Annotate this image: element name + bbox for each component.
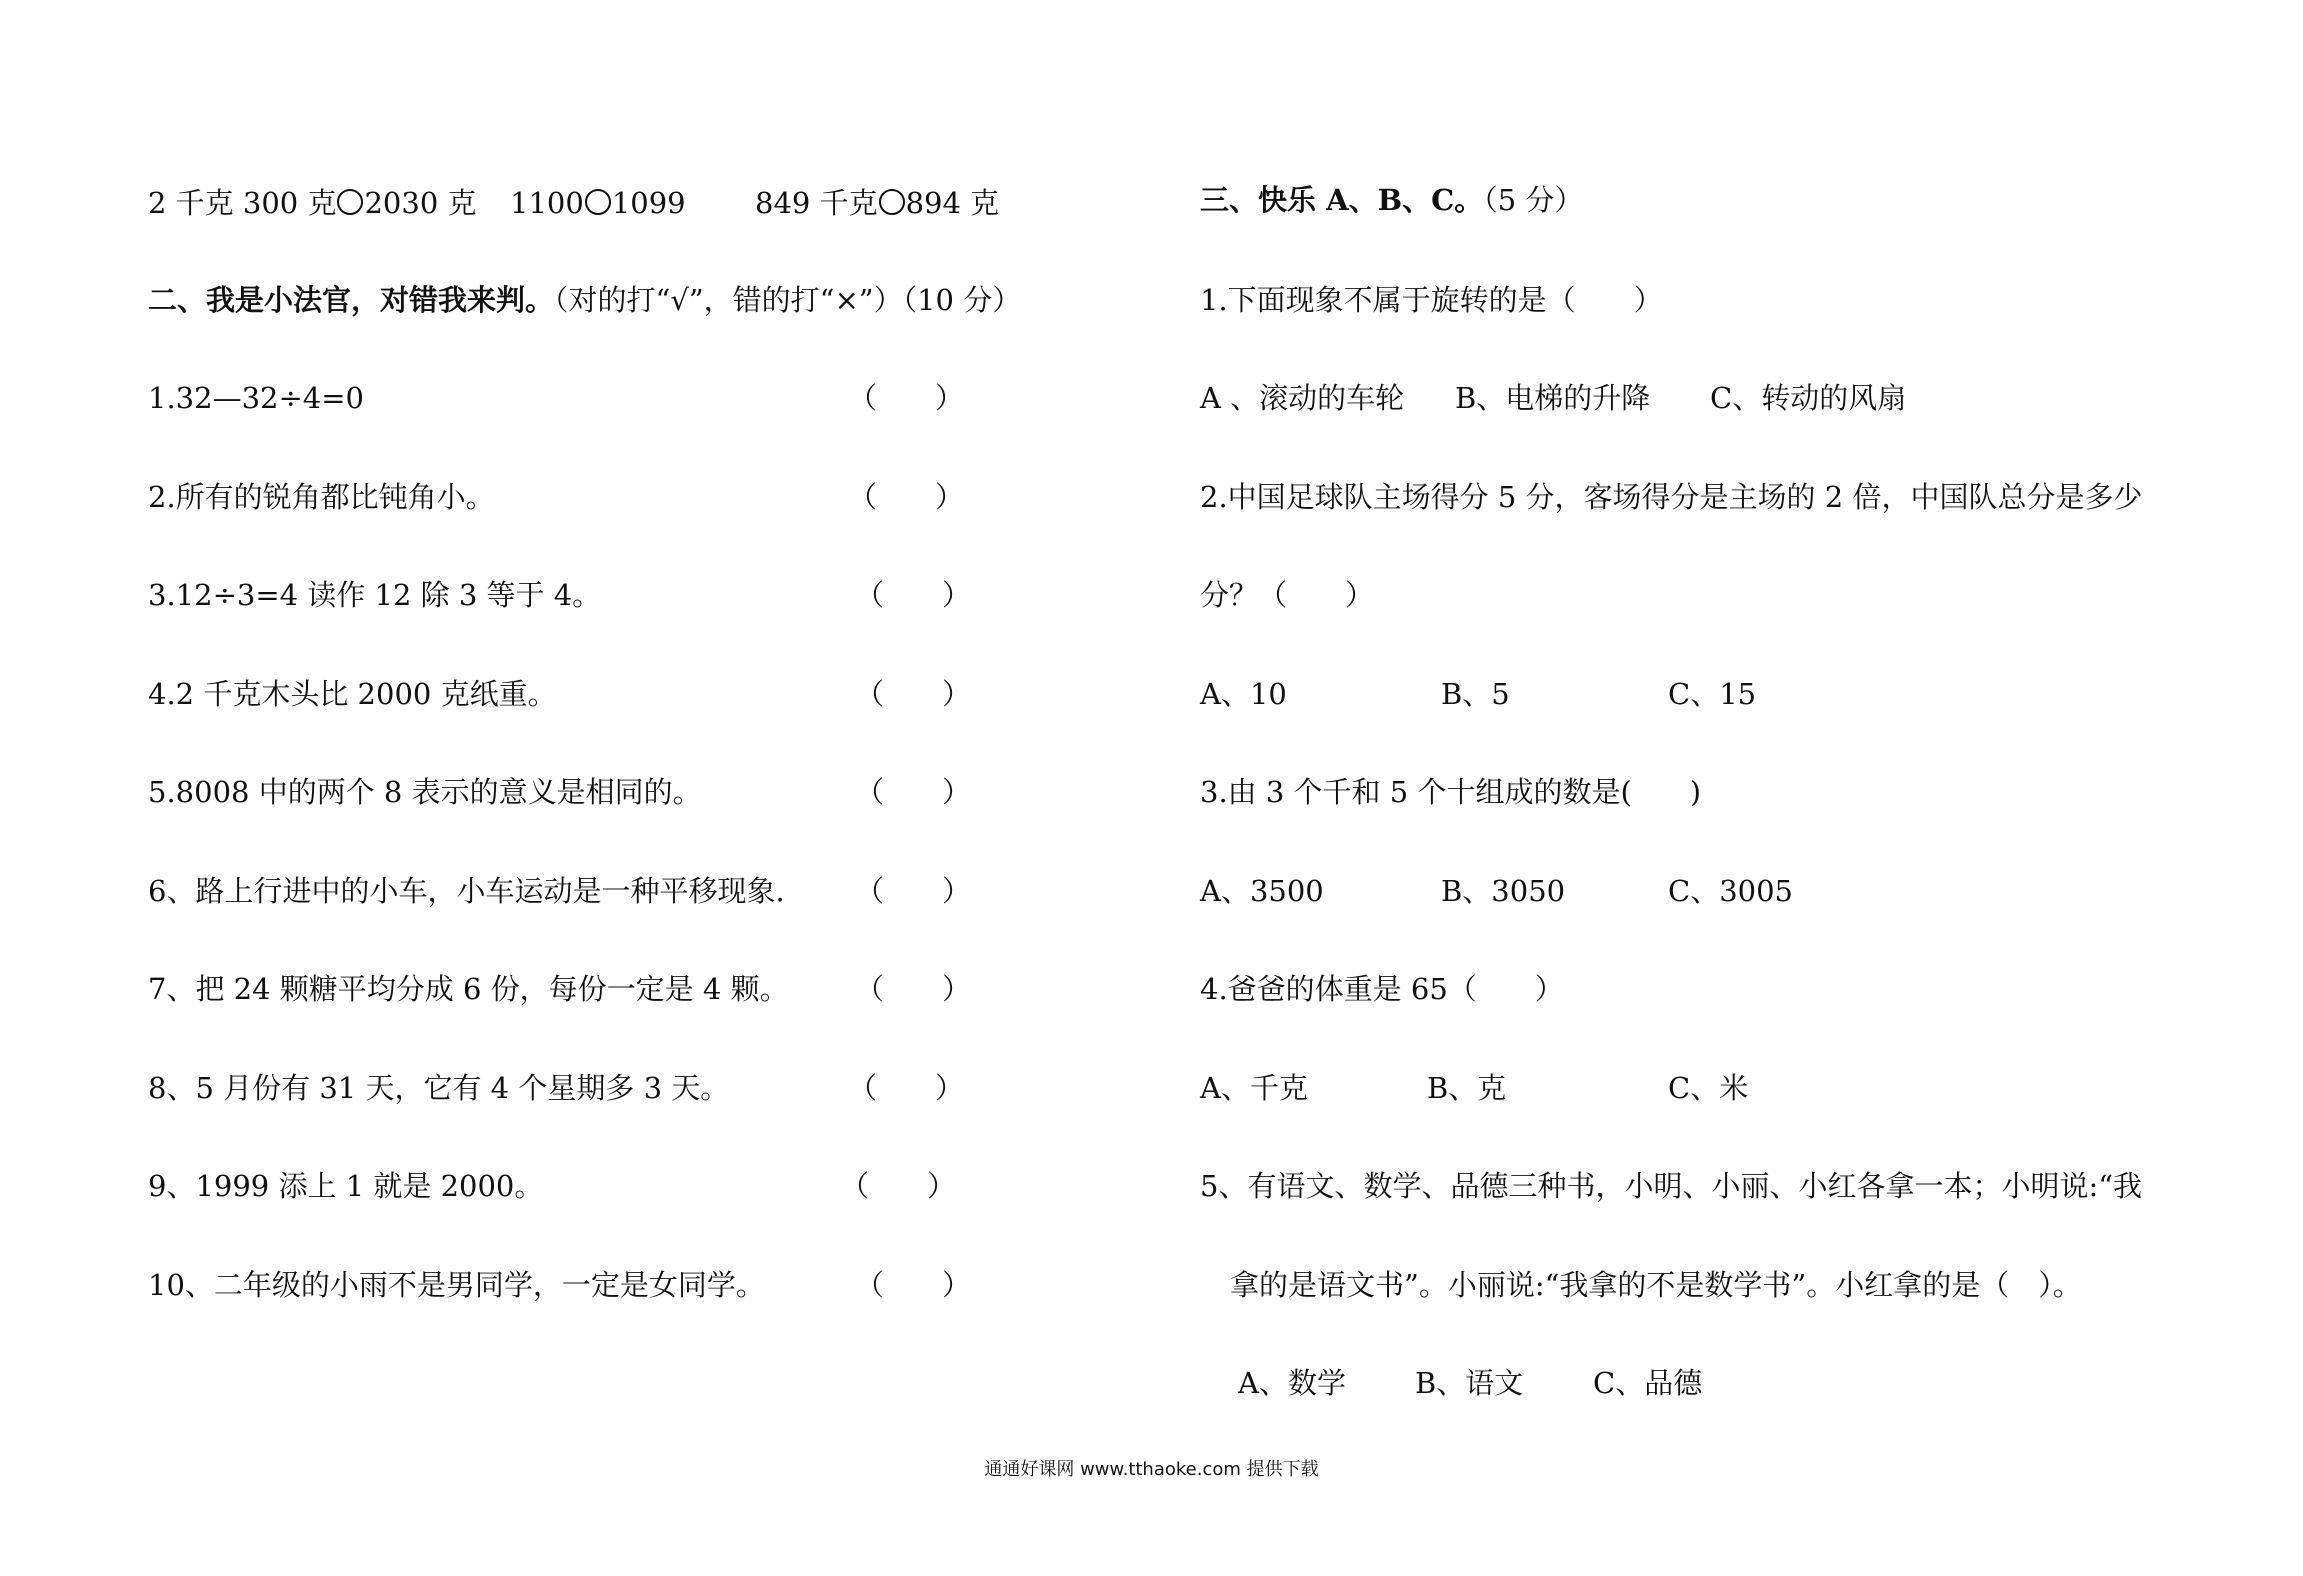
mc-question-5-line1: 5、有语文、数学、品德三种书，小明、小丽、小红各拿一本；小明说:“我	[1200, 1169, 2143, 1203]
q5-option-c[interactable]: C、品德	[1593, 1366, 1703, 1400]
tf-item-10: 10、二年级的小雨不是男同学，一定是女同学。	[148, 1268, 765, 1302]
tf-item-2: 2.所有的锐角都比钝角小。	[148, 480, 495, 514]
compare-row	[148, 183, 477, 223]
compare-c-right: 894 克	[905, 186, 1000, 220]
q5-option-b[interactable]: B、语文	[1415, 1366, 1524, 1400]
compare-circle-icon	[879, 189, 905, 215]
compare-a-right: 2030 克	[364, 186, 477, 220]
answer-paren[interactable]: （ ）	[855, 677, 972, 711]
q3-option-b[interactable]: B、3050	[1441, 874, 1566, 908]
q4-option-b[interactable]: B、克	[1427, 1071, 1507, 1105]
answer-paren[interactable]: （ ）	[855, 972, 972, 1006]
tf-item-8: 8、5 月份有 31 天，它有 4 个星期多 3 天。	[148, 1071, 730, 1105]
q5-option-a[interactable]: A、数学	[1238, 1366, 1346, 1400]
mc-question-5-line2: 拿的是语文书”。小丽说:“我拿的不是数学书”。小红拿的是（ ）。	[1230, 1268, 2082, 1302]
section2-title: 二、我是小法官，对错我来判。	[148, 283, 555, 317]
q3-option-a[interactable]: A、3500	[1200, 874, 1324, 908]
q3-option-c[interactable]: C、3005	[1668, 874, 1793, 908]
answer-paren[interactable]: （ ）	[848, 1071, 965, 1105]
compare-circle-icon	[585, 189, 611, 215]
mc-question-4: 4.爸爸的体重是 65（ ）	[1200, 972, 1564, 1006]
answer-paren[interactable]: （ ）	[848, 381, 965, 415]
compare-a-left: 2 千克 300 克	[148, 186, 337, 220]
q4-option-c[interactable]: C、米	[1668, 1071, 1749, 1105]
tf-item-6: 6、路上行进中的小车，小车运动是一种平移现象.	[148, 874, 785, 908]
q2-option-c[interactable]: C、15	[1668, 677, 1757, 711]
q2-option-a[interactable]: A、10	[1200, 677, 1287, 711]
answer-paren[interactable]: （ ）	[840, 1169, 957, 1203]
tf-item-1: 1.32—32÷4=0	[148, 381, 364, 415]
answer-paren[interactable]: （ ）	[855, 775, 972, 809]
footer-credit: 通通好课网 www.tthaoke.com 提供下载	[984, 1459, 1319, 1480]
compare-b-right: 1099	[611, 186, 686, 220]
section3-heading	[1200, 180, 1583, 220]
mc-question-3: 3.由 3 个千和 5 个十组成的数是( )	[1200, 775, 1702, 809]
mc-question-2-line2: 分？（ ）	[1200, 578, 1375, 612]
mc-question-1: 1.下面现象不属于旋转的是（ ）	[1200, 283, 1663, 317]
answer-paren[interactable]: （ ）	[855, 874, 972, 908]
compare-circle-icon	[337, 189, 363, 215]
section3-score: （5 分）	[1483, 183, 1584, 217]
section2-note: （对的打“√”，错的打“×”）（10 分）	[554, 283, 1022, 317]
section2-heading	[148, 280, 1021, 320]
compare-row-b	[510, 183, 686, 223]
answer-paren[interactable]: （ ）	[855, 1268, 972, 1302]
section3-title: 三、快乐 A、B、C。	[1200, 183, 1484, 217]
q4-option-a[interactable]: A、千克	[1200, 1071, 1308, 1105]
tf-item-3: 3.12÷3=4 读作 12 除 3 等于 4。	[148, 578, 602, 612]
answer-paren[interactable]: （ ）	[855, 578, 972, 612]
mc-question-2-line1: 2.中国足球队主场得分 5 分，客场得分是主场的 2 倍，中国队总分是多少	[1200, 480, 2143, 514]
q1-option-b[interactable]: B、电梯的升降	[1455, 381, 1651, 415]
compare-row-c	[755, 183, 999, 223]
answer-paren[interactable]: （ ）	[848, 480, 965, 514]
tf-item-4: 4.2 千克木头比 2000 克纸重。	[148, 677, 557, 711]
q1-option-c[interactable]: C、转动的风扇	[1710, 381, 1907, 415]
q2-option-b[interactable]: B、5	[1441, 677, 1510, 711]
tf-item-9: 9、1999 添上 1 就是 2000。	[148, 1169, 544, 1203]
tf-item-5: 5.8008 中的两个 8 表示的意义是相同的。	[148, 775, 702, 809]
tf-item-7: 7、把 24 颗糖平均分成 6 份，每份一定是 4 颗。	[148, 972, 789, 1006]
compare-c-left: 849 千克	[755, 186, 878, 220]
q1-option-a[interactable]: A 、滚动的车轮	[1200, 381, 1405, 415]
compare-b-left: 1100	[510, 186, 584, 220]
